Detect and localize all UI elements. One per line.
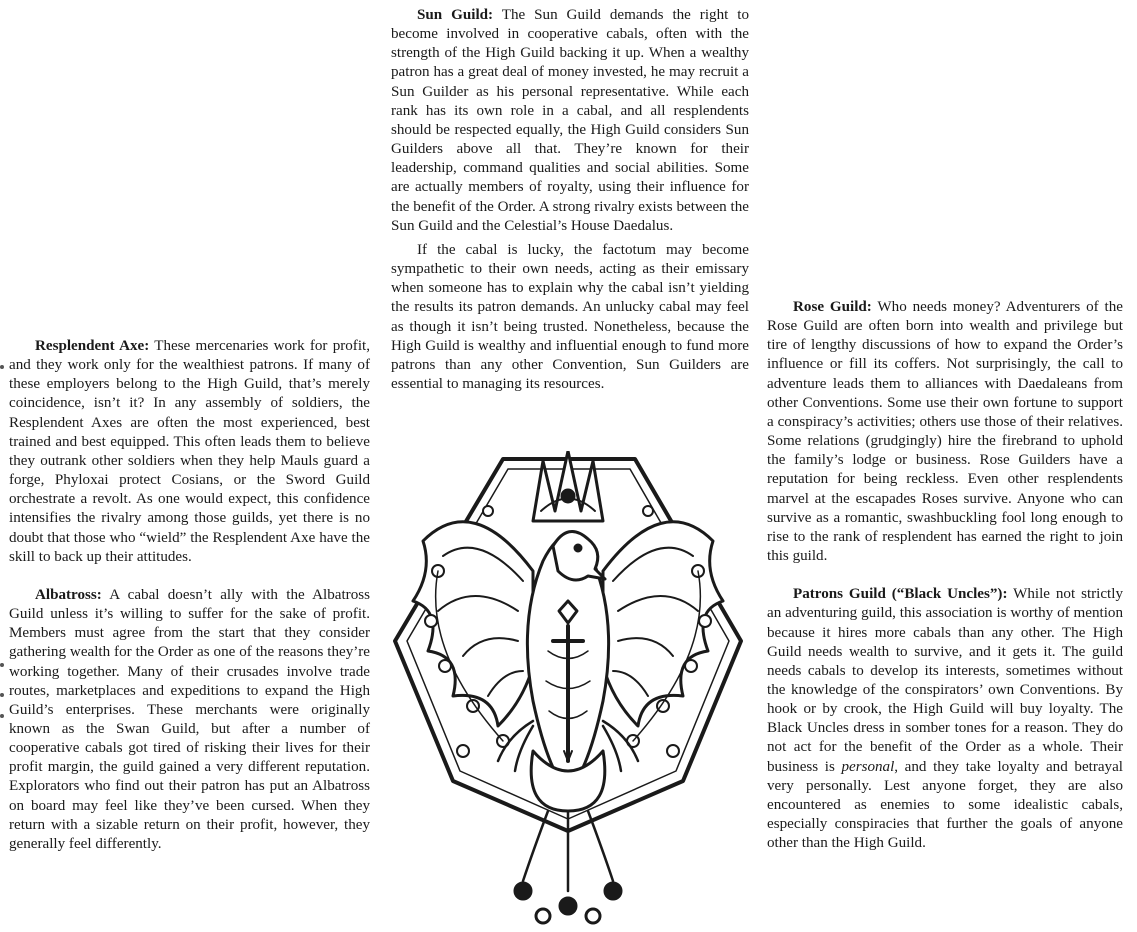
- margin-mark: [0, 365, 4, 369]
- patrons-guild-paragraph: [767, 585, 1123, 853]
- left-column: [9, 337, 370, 854]
- sun-guild-paragraph: [391, 6, 749, 236]
- eagle-head: [553, 531, 605, 580]
- patrons-guild-text-end: , and they take loyalty and betrayal very personally. Lest anyone forget, they are also encountered as enemies to some idealistic cabals, especially conspiracies that further the goals of anyone other than the High Guild.: [767, 758, 1123, 852]
- patrons-guild-emphasis: personal: [841, 758, 895, 775]
- patrons-guild-heading: Patrons Guild (“Black Uncles”):: [793, 586, 1008, 603]
- patrons-guild-text: While not strictly an adventuring guild, this association is worthy of mention because it hires more cabals than any other. The High Guild needs wealth to survive, and it gets it. The guild needs cabals to develop its interests, sometimes without the knowledge of the conspirators’ own Conventions. By hook or by crook, the High Guild will buy loyalty. The Black Uncles dress in somber tones for a reason. They do not act for the benefit of the Order as a whole. Their business is: [767, 586, 1123, 775]
- resplendent-axe-heading: Resplendent Axe:: [35, 338, 150, 354]
- albatross-paragraph: [9, 586, 370, 854]
- middle-column: [391, 6, 749, 394]
- high-guild-eagle-emblem-icon: [383, 451, 753, 929]
- crown: [533, 451, 603, 521]
- albatross-text: A cabal doesn’t ally with the Albatross Guild unless it’s willing to suffer for the sake of profit. Members must agree from the start that they consider gathering wealth for the Order as one of the reasons they’re working together. Many of their crusades involve trade routes, marketplaces and expeditions to expand the High Guild’s enterprises. These merchants were originally known as the Swan Guild, but after a number of cooperative cabals got tired of risking their lives for their profit margin, the guild gained a very different reputation. Explorators who find out their patron has put an Albatross on board may feel like they’ve been cursed. When they return with a sizable return on their profit, however, they generally feel differently.: [9, 586, 370, 852]
- margin-mark: [0, 693, 4, 697]
- right-column: [767, 298, 1123, 853]
- resplendent-axe-paragraph: [9, 337, 370, 567]
- rose-guild-text: Who needs money? Adventurers of the Rose Guild are often born into wealth and privilege but tire of lengthy discussions of how to expand the Order’s influence or fill its coffers. Not surprisingly, the call to adventure leads them to alliances with Daedaleans from other Conventions. Some use their own fortune to support a conspiracy’s activities; others use those of their relatives. Some relations (grudgingly) hire the firebrand to uphold the family’s lodge or business. Rose Guilders have a reputation for being reckless. Even other resplendents marvel at the escapades Roses survive. Anyone who can survive as a romantic, swashbuckling fool long enough to rise to the rank of resplendent has earned the right to join this guild.: [767, 299, 1123, 565]
- resplendent-axe-text: These mercenaries work for profit, and they work only for the wealthiest patrons. If many of these employers belong to the High Guild, that’s merely coincidence, isn’t it? In any assembly of soldiers, the Resplendent Axes are often the most experienced, best trained and best equipped. This often leads them to believe they outrank other soldiers when they help Mauls guard a forge, Phyloxai protect Cosians, or the Sword Guild orchestrate a revolt. As one would expect, this confidence intensifies the rivalry among those guilds, yet there is no doubt that those who “wield” the Resplendent Axe have the skill to back up their attitudes.: [9, 338, 370, 565]
- margin-mark: [0, 714, 4, 718]
- sun-guild-heading: Sun Guild:: [417, 7, 494, 23]
- sun-guild-text: The Sun Guild demands the right to become involved in cooperative cabals, often with the strength of the High Guild backing it up. When a wealthy patron has a great deal of money invested, he may recruit a Sun Guilder as his personal representative. While each rank has its own role in a cabal, and all resplendents should be respected equally, the High Guild considers Sun Guilders above all that. They’re known for their leadership, command qualities and social abilities. Some are actually members of royalty, using their influence for the benefit of the Order. A strong rivalry exists between the Sun Guild and the Celestial’s House Daedalus.: [391, 7, 749, 234]
- factotum-paragraph: If the cabal is lucky, the factotum may become sympathetic to their own needs, acting as their emissary when someone has to explain why the cabal isn’t yielding the results its patron demands. An unlucky cabal may feel as though it isn’t being trusted. Nonetheless, because the High Guild is wealthy and influential enough to fund more patrons than any other Convention, Sun Guilders are essential to managing its resources.: [391, 241, 749, 392]
- rose-guild-heading: Rose Guild:: [793, 299, 872, 315]
- rose-guild-paragraph: [767, 298, 1123, 566]
- albatross-heading: Albatross:: [35, 586, 102, 603]
- margin-mark: [0, 663, 4, 667]
